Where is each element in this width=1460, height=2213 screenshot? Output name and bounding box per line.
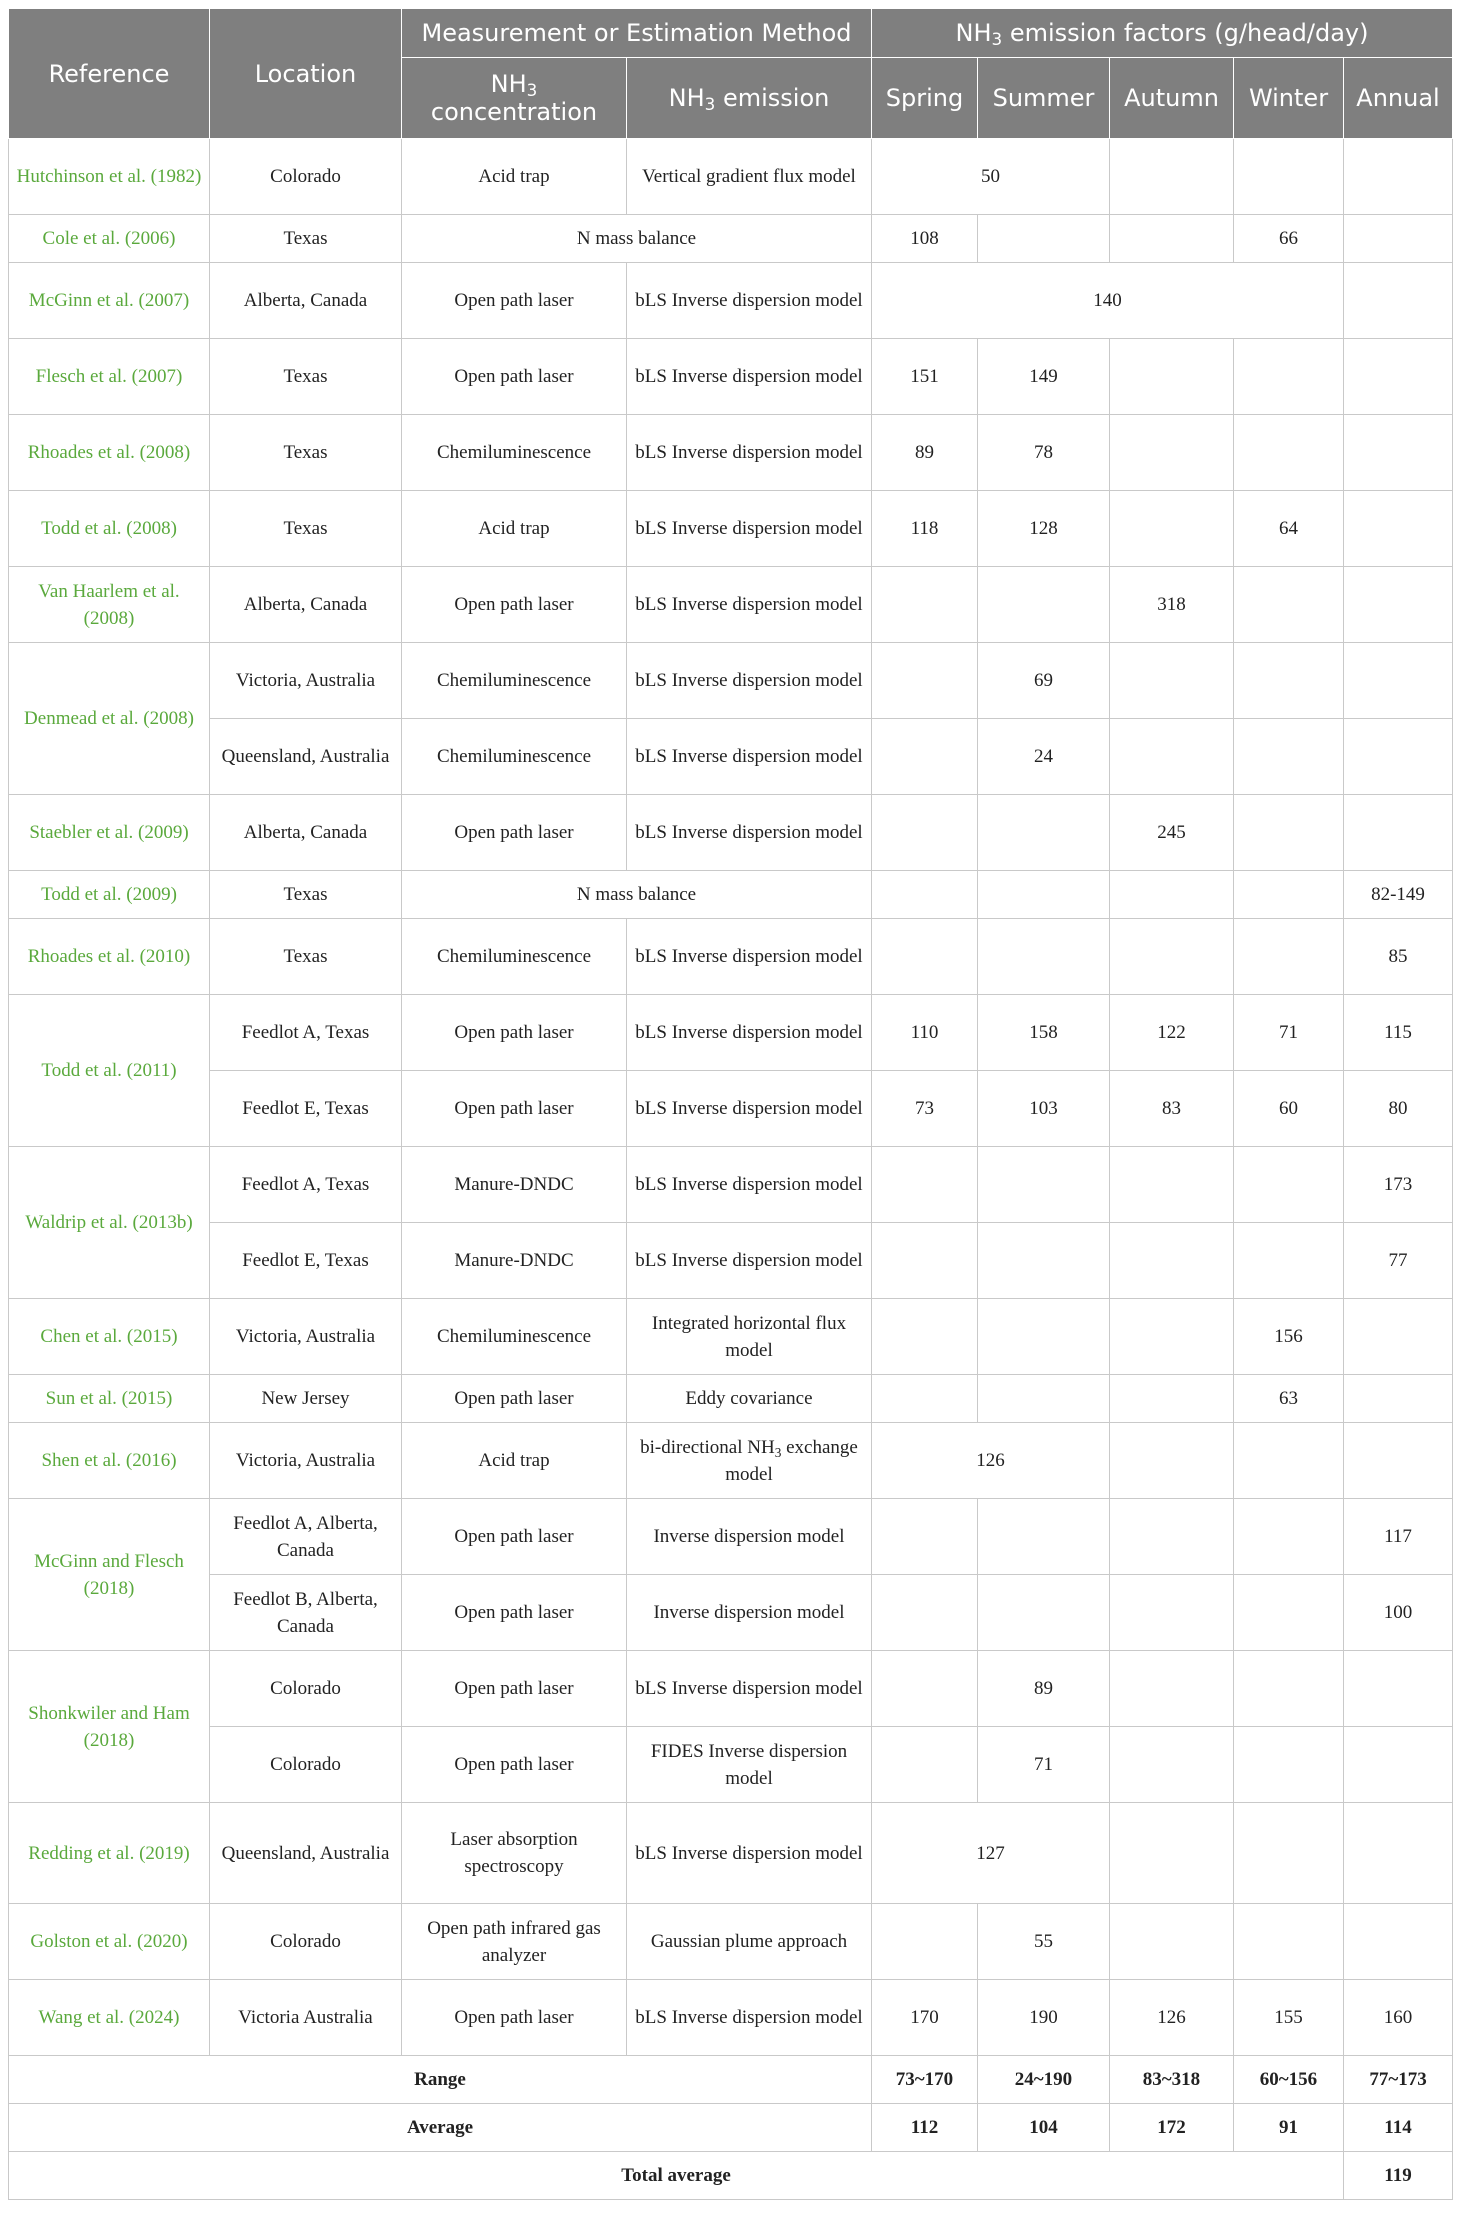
winter-value bbox=[1234, 1423, 1344, 1499]
spring-value: 73 bbox=[872, 1071, 978, 1147]
autumn-value bbox=[1110, 719, 1234, 795]
total-average-label: Total average bbox=[9, 2152, 1344, 2200]
winter-value: 71 bbox=[1234, 995, 1344, 1071]
table-row bbox=[9, 871, 1453, 919]
winter-value bbox=[1234, 139, 1344, 215]
emission-method-cell: bLS Inverse dispersion model bbox=[627, 1071, 872, 1147]
annual-value bbox=[1344, 1727, 1453, 1803]
winter-value: 60 bbox=[1234, 1071, 1344, 1147]
header-location: Location bbox=[210, 9, 402, 139]
header-spring: Spring bbox=[872, 58, 978, 139]
winter-value bbox=[1234, 1904, 1344, 1980]
table-row bbox=[9, 919, 1453, 995]
annual-value bbox=[1344, 215, 1453, 263]
spring-summer-value: 50 bbox=[872, 139, 1110, 215]
table-row bbox=[9, 1423, 1453, 1499]
location-cell: Feedlot E, Texas bbox=[210, 1071, 402, 1147]
summer-value bbox=[978, 1375, 1110, 1423]
range-spring: 73~170 bbox=[872, 2056, 978, 2104]
summer-value bbox=[978, 919, 1110, 995]
winter-value bbox=[1234, 1803, 1344, 1904]
reference-link[interactable]: Cole et al. (2006) bbox=[9, 215, 210, 263]
summer-value bbox=[978, 1499, 1110, 1575]
concentration-cell: Open path laser bbox=[402, 1071, 627, 1147]
autumn-value: 122 bbox=[1110, 995, 1234, 1071]
method-cell: N mass balance bbox=[402, 871, 872, 919]
annual-value bbox=[1344, 567, 1453, 643]
summer-value: 71 bbox=[978, 1727, 1110, 1803]
winter-value bbox=[1234, 1223, 1344, 1299]
table-row bbox=[9, 1575, 1453, 1651]
winter-value bbox=[1234, 339, 1344, 415]
header-method-group: Measurement or Estimation Method bbox=[402, 9, 872, 58]
emission-method-cell: bLS Inverse dispersion model bbox=[627, 491, 872, 567]
location-cell: Victoria Australia bbox=[210, 1980, 402, 2056]
winter-value bbox=[1234, 567, 1344, 643]
concentration-cell: Open path laser bbox=[402, 1651, 627, 1727]
emission-method-cell: bLS Inverse dispersion model bbox=[627, 567, 872, 643]
summer-value bbox=[978, 1147, 1110, 1223]
concentration-cell: Chemiluminescence bbox=[402, 1299, 627, 1375]
header-nh3-concentration: $NH_3$ concentration bbox=[402, 58, 627, 139]
emission-method-cell: bi-directional $NH_3$ exchange model bbox=[627, 1423, 872, 1499]
winter-value bbox=[1234, 643, 1344, 719]
location-cell: Feedlot A, Texas bbox=[210, 995, 402, 1071]
winter-value bbox=[1234, 919, 1344, 995]
reference-link[interactable]: Rhoades et al. (2010) bbox=[9, 919, 210, 995]
emission-method-cell: bLS Inverse dispersion model bbox=[627, 415, 872, 491]
annual-value: 100 bbox=[1344, 1575, 1453, 1651]
spring-value bbox=[872, 1147, 978, 1223]
reference-link[interactable]: Shonkwiler and Ham (2018) bbox=[9, 1651, 210, 1803]
table-row bbox=[9, 339, 1453, 415]
autumn-value bbox=[1110, 1727, 1234, 1803]
autumn-value bbox=[1110, 1904, 1234, 1980]
table-row bbox=[9, 567, 1453, 643]
emission-method-cell: bLS Inverse dispersion model bbox=[627, 263, 872, 339]
header-winter: Winter bbox=[1234, 58, 1344, 139]
location-cell: Victoria, Australia bbox=[210, 1299, 402, 1375]
autumn-value bbox=[1110, 1375, 1234, 1423]
spring-value: 170 bbox=[872, 1980, 978, 2056]
location-cell: Queensland, Australia bbox=[210, 719, 402, 795]
table-row bbox=[9, 1071, 1453, 1147]
total-average-annual: 119 bbox=[1344, 2152, 1453, 2200]
spring-value bbox=[872, 1375, 978, 1423]
autumn-value bbox=[1110, 339, 1234, 415]
autumn-value bbox=[1110, 1651, 1234, 1727]
table-row bbox=[9, 1223, 1453, 1299]
emission-method-cell: Gaussian plume approach bbox=[627, 1904, 872, 1980]
reference-link[interactable]: Denmead et al. (2008) bbox=[9, 643, 210, 795]
autumn-value bbox=[1110, 1803, 1234, 1904]
annual-value bbox=[1344, 491, 1453, 567]
winter-value: 64 bbox=[1234, 491, 1344, 567]
summer-value bbox=[978, 871, 1110, 919]
location-cell: Victoria, Australia bbox=[210, 643, 402, 719]
emission-method-cell: bLS Inverse dispersion model bbox=[627, 719, 872, 795]
spring-value bbox=[872, 795, 978, 871]
location-cell: Alberta, Canada bbox=[210, 567, 402, 643]
table-row bbox=[9, 795, 1453, 871]
emission-method-cell: bLS Inverse dispersion model bbox=[627, 795, 872, 871]
concentration-cell: Open path infrared gas analyzer bbox=[402, 1904, 627, 1980]
table-row bbox=[9, 1651, 1453, 1727]
spring-value bbox=[872, 1651, 978, 1727]
concentration-cell: Open path laser bbox=[402, 1575, 627, 1651]
location-cell: Feedlot B, Alberta, Canada bbox=[210, 1575, 402, 1651]
table-row bbox=[9, 1980, 1453, 2056]
summer-value: 89 bbox=[978, 1651, 1110, 1727]
location-cell: Feedlot E, Texas bbox=[210, 1223, 402, 1299]
header-nh3-emission: $NH_3$ emission bbox=[627, 58, 872, 139]
table-header bbox=[9, 9, 1453, 139]
summer-value bbox=[978, 795, 1110, 871]
average-winter: 91 bbox=[1234, 2104, 1344, 2152]
autumn-value bbox=[1110, 1575, 1234, 1651]
spring-value: 151 bbox=[872, 339, 978, 415]
average-label: Average bbox=[9, 2104, 872, 2152]
table-row bbox=[9, 1299, 1453, 1375]
reference-link[interactable]: Staebler et al. (2009) bbox=[9, 795, 210, 871]
reference-link[interactable]: Chen et al. (2015) bbox=[9, 1299, 210, 1375]
emission-method-cell: bLS Inverse dispersion model bbox=[627, 919, 872, 995]
header-autumn: Autumn bbox=[1110, 58, 1234, 139]
concentration-cell: Open path laser bbox=[402, 995, 627, 1071]
header-annual: Annual bbox=[1344, 58, 1453, 139]
winter-value bbox=[1234, 1147, 1344, 1223]
autumn-value bbox=[1110, 1499, 1234, 1575]
annual-value bbox=[1344, 339, 1453, 415]
spring-value: 118 bbox=[872, 491, 978, 567]
concentration-cell: Open path laser bbox=[402, 1375, 627, 1423]
table-row bbox=[9, 1904, 1453, 1980]
spring-value bbox=[872, 643, 978, 719]
concentration-cell: Chemiluminescence bbox=[402, 415, 627, 491]
spring-value bbox=[872, 919, 978, 995]
spring-value: 110 bbox=[872, 995, 978, 1071]
summer-value bbox=[978, 215, 1110, 263]
table-row bbox=[9, 1499, 1453, 1575]
annual-value: 77 bbox=[1344, 1223, 1453, 1299]
location-cell: Feedlot A, Texas bbox=[210, 1147, 402, 1223]
range-summer: 24~190 bbox=[978, 2056, 1110, 2104]
header-summer: Summer bbox=[978, 58, 1110, 139]
reference-link[interactable]: McGinn et al. (2007) bbox=[9, 263, 210, 339]
annual-value: 160 bbox=[1344, 1980, 1453, 2056]
location-cell: Alberta, Canada bbox=[210, 795, 402, 871]
concentration-cell: Open path laser bbox=[402, 263, 627, 339]
annual-value bbox=[1344, 1375, 1453, 1423]
annual-value: 117 bbox=[1344, 1499, 1453, 1575]
annual-value bbox=[1344, 719, 1453, 795]
table-row bbox=[9, 263, 1453, 339]
reference-link[interactable]: Shen et al. (2016) bbox=[9, 1423, 210, 1499]
concentration-cell: Chemiluminescence bbox=[402, 643, 627, 719]
summer-value bbox=[978, 1299, 1110, 1375]
emission-method-cell: bLS Inverse dispersion model bbox=[627, 1980, 872, 2056]
concentration-cell: Open path laser bbox=[402, 795, 627, 871]
winter-value: 63 bbox=[1234, 1375, 1344, 1423]
table-row bbox=[9, 1375, 1453, 1423]
reference-link[interactable]: Redding et al. (2019) bbox=[9, 1803, 210, 1904]
emission-method-cell: bLS Inverse dispersion model bbox=[627, 643, 872, 719]
emission-method-cell: bLS Inverse dispersion model bbox=[627, 1147, 872, 1223]
method-cell: N mass balance bbox=[402, 215, 872, 263]
table-row bbox=[9, 1803, 1453, 1904]
summer-value: 78 bbox=[978, 415, 1110, 491]
summer-value bbox=[978, 1575, 1110, 1651]
winter-value bbox=[1234, 795, 1344, 871]
winter-value bbox=[1234, 415, 1344, 491]
average-spring: 112 bbox=[872, 2104, 978, 2152]
table-row bbox=[9, 719, 1453, 795]
summer-value bbox=[978, 567, 1110, 643]
summer-value: 149 bbox=[978, 339, 1110, 415]
concentration-cell: Manure-DNDC bbox=[402, 1223, 627, 1299]
concentration-cell: Chemiluminescence bbox=[402, 919, 627, 995]
concentration-cell: Open path laser bbox=[402, 1980, 627, 2056]
summer-value: 158 bbox=[978, 995, 1110, 1071]
total-average-row bbox=[9, 2152, 1453, 2200]
spring-value bbox=[872, 1299, 978, 1375]
location-cell: Texas bbox=[210, 919, 402, 995]
autumn-value bbox=[1110, 1147, 1234, 1223]
annual-value bbox=[1344, 415, 1453, 491]
emission-method-cell: Integrated horizontal flux model bbox=[627, 1299, 872, 1375]
autumn-value bbox=[1110, 919, 1234, 995]
reference-link[interactable]: Todd et al. (2009) bbox=[9, 871, 210, 919]
location-cell: Texas bbox=[210, 339, 402, 415]
spring-value: 108 bbox=[872, 215, 978, 263]
spring-value bbox=[872, 1499, 978, 1575]
table-row bbox=[9, 491, 1453, 567]
spring-value bbox=[872, 1727, 978, 1803]
spring-value bbox=[872, 719, 978, 795]
emission-method-cell: bLS Inverse dispersion model bbox=[627, 1651, 872, 1727]
table-body bbox=[9, 139, 1453, 2200]
header-emission-factors: $NH_3$ emission factors (g/head/day) bbox=[872, 9, 1453, 58]
annual-value: 115 bbox=[1344, 995, 1453, 1071]
summer-value: 24 bbox=[978, 719, 1110, 795]
emission-method-cell: Vertical gradient flux model bbox=[627, 139, 872, 215]
autumn-value bbox=[1110, 1299, 1234, 1375]
emission-factors-table bbox=[8, 8, 1453, 2200]
summer-value bbox=[978, 1223, 1110, 1299]
average-autumn: 172 bbox=[1110, 2104, 1234, 2152]
table-row bbox=[9, 1147, 1453, 1223]
spring-value bbox=[872, 871, 978, 919]
emission-method-cell: FIDES Inverse dispersion model bbox=[627, 1727, 872, 1803]
reference-link[interactable]: McGinn and Flesch (2018) bbox=[9, 1499, 210, 1651]
average-annual: 114 bbox=[1344, 2104, 1453, 2152]
location-cell: Texas bbox=[210, 215, 402, 263]
summer-value: 190 bbox=[978, 1980, 1110, 2056]
emission-method-cell: bLS Inverse dispersion model bbox=[627, 339, 872, 415]
concentration-cell: Open path laser bbox=[402, 1727, 627, 1803]
table-row bbox=[9, 643, 1453, 719]
emission-method-cell: bLS Inverse dispersion model bbox=[627, 1223, 872, 1299]
table-row bbox=[9, 1727, 1453, 1803]
emission-method-cell: bLS Inverse dispersion model bbox=[627, 995, 872, 1071]
annual-value bbox=[1344, 1651, 1453, 1727]
range-autumn: 83~318 bbox=[1110, 2056, 1234, 2104]
range-annual: 77~173 bbox=[1344, 2056, 1453, 2104]
winter-value bbox=[1234, 1651, 1344, 1727]
location-cell: Colorado bbox=[210, 1651, 402, 1727]
spring-summer-value: 127 bbox=[872, 1803, 1110, 1904]
range-winter: 60~156 bbox=[1234, 2056, 1344, 2104]
reference-link[interactable]: Sun et al. (2015) bbox=[9, 1375, 210, 1423]
table-row bbox=[9, 139, 1453, 215]
spring-value bbox=[872, 567, 978, 643]
annual-value bbox=[1344, 139, 1453, 215]
reference-link[interactable]: Rhoades et al. (2008) bbox=[9, 415, 210, 491]
autumn-value: 126 bbox=[1110, 1980, 1234, 2056]
table-row bbox=[9, 995, 1453, 1071]
header-reference: Reference bbox=[9, 9, 210, 139]
annual-value bbox=[1344, 1423, 1453, 1499]
location-cell: Texas bbox=[210, 415, 402, 491]
reference-link[interactable]: Van Haarlem et al. (2008) bbox=[9, 567, 210, 643]
annual-value: 85 bbox=[1344, 919, 1453, 995]
reference-link[interactable]: Golston et al. (2020) bbox=[9, 1904, 210, 1980]
winter-value bbox=[1234, 1727, 1344, 1803]
annual-value bbox=[1344, 1299, 1453, 1375]
spring-value: 89 bbox=[872, 415, 978, 491]
autumn-value: 245 bbox=[1110, 795, 1234, 871]
spring-value bbox=[872, 1223, 978, 1299]
reference-link[interactable]: Todd et al. (2008) bbox=[9, 491, 210, 567]
autumn-value: 318 bbox=[1110, 567, 1234, 643]
location-cell: Victoria, Australia bbox=[210, 1423, 402, 1499]
concentration-cell: Manure-DNDC bbox=[402, 1147, 627, 1223]
location-cell: New Jersey bbox=[210, 1375, 402, 1423]
emission-method-cell: Eddy covariance bbox=[627, 1375, 872, 1423]
annual-value: 173 bbox=[1344, 1147, 1453, 1223]
annual-value: 82-149 bbox=[1344, 871, 1453, 919]
spring-to-winter-value: 140 bbox=[872, 263, 1344, 339]
annual-value bbox=[1344, 1904, 1453, 1980]
table-row bbox=[9, 415, 1453, 491]
spring-summer-value: 126 bbox=[872, 1423, 1110, 1499]
autumn-value bbox=[1110, 1423, 1234, 1499]
winter-value: 156 bbox=[1234, 1299, 1344, 1375]
autumn-value bbox=[1110, 215, 1234, 263]
annual-value: 80 bbox=[1344, 1071, 1453, 1147]
location-cell: Colorado bbox=[210, 1904, 402, 1980]
location-cell: Texas bbox=[210, 871, 402, 919]
location-cell: Colorado bbox=[210, 139, 402, 215]
annual-value bbox=[1344, 263, 1453, 339]
winter-value: 155 bbox=[1234, 1980, 1344, 2056]
autumn-value bbox=[1110, 139, 1234, 215]
average-row bbox=[9, 2104, 1453, 2152]
concentration-cell: Chemiluminescence bbox=[402, 719, 627, 795]
range-row bbox=[9, 2056, 1453, 2104]
concentration-cell: Laser absorption spectroscopy bbox=[402, 1803, 627, 1904]
concentration-cell: Acid trap bbox=[402, 1423, 627, 1499]
annual-value bbox=[1344, 643, 1453, 719]
reference-link[interactable]: Waldrip et al. (2013b) bbox=[9, 1147, 210, 1299]
concentration-cell: Acid trap bbox=[402, 491, 627, 567]
spring-value bbox=[872, 1904, 978, 1980]
concentration-cell: Open path laser bbox=[402, 1499, 627, 1575]
concentration-cell: Acid trap bbox=[402, 139, 627, 215]
summer-value: 69 bbox=[978, 643, 1110, 719]
average-summer: 104 bbox=[978, 2104, 1110, 2152]
emission-method-cell: Inverse dispersion model bbox=[627, 1575, 872, 1651]
autumn-value bbox=[1110, 871, 1234, 919]
spring-value bbox=[872, 1575, 978, 1651]
reference-link[interactable]: Hutchinson et al. (1982) bbox=[9, 139, 210, 215]
annual-value bbox=[1344, 1803, 1453, 1904]
winter-value bbox=[1234, 719, 1344, 795]
winter-value bbox=[1234, 1499, 1344, 1575]
winter-value: 66 bbox=[1234, 215, 1344, 263]
concentration-cell: Open path laser bbox=[402, 567, 627, 643]
summer-value: 128 bbox=[978, 491, 1110, 567]
summer-value: 103 bbox=[978, 1071, 1110, 1147]
winter-value bbox=[1234, 871, 1344, 919]
reference-link[interactable]: Todd et al. (2011) bbox=[9, 995, 210, 1147]
annual-value bbox=[1344, 795, 1453, 871]
location-cell: Queensland, Australia bbox=[210, 1803, 402, 1904]
location-cell: Alberta, Canada bbox=[210, 263, 402, 339]
autumn-value bbox=[1110, 1223, 1234, 1299]
reference-link[interactable]: Flesch et al. (2007) bbox=[9, 339, 210, 415]
location-cell: Texas bbox=[210, 491, 402, 567]
location-cell: Feedlot A, Alberta, Canada bbox=[210, 1499, 402, 1575]
concentration-cell: Open path laser bbox=[402, 339, 627, 415]
autumn-value bbox=[1110, 491, 1234, 567]
emission-method-cell: Inverse dispersion model bbox=[627, 1499, 872, 1575]
autumn-value: 83 bbox=[1110, 1071, 1234, 1147]
autumn-value bbox=[1110, 643, 1234, 719]
emission-method-cell: bLS Inverse dispersion model bbox=[627, 1803, 872, 1904]
winter-value bbox=[1234, 1575, 1344, 1651]
autumn-value bbox=[1110, 415, 1234, 491]
table-row bbox=[9, 215, 1453, 263]
summer-value: 55 bbox=[978, 1904, 1110, 1980]
reference-link[interactable]: Wang et al. (2024) bbox=[9, 1980, 210, 2056]
location-cell: Colorado bbox=[210, 1727, 402, 1803]
range-label: Range bbox=[9, 2056, 872, 2104]
